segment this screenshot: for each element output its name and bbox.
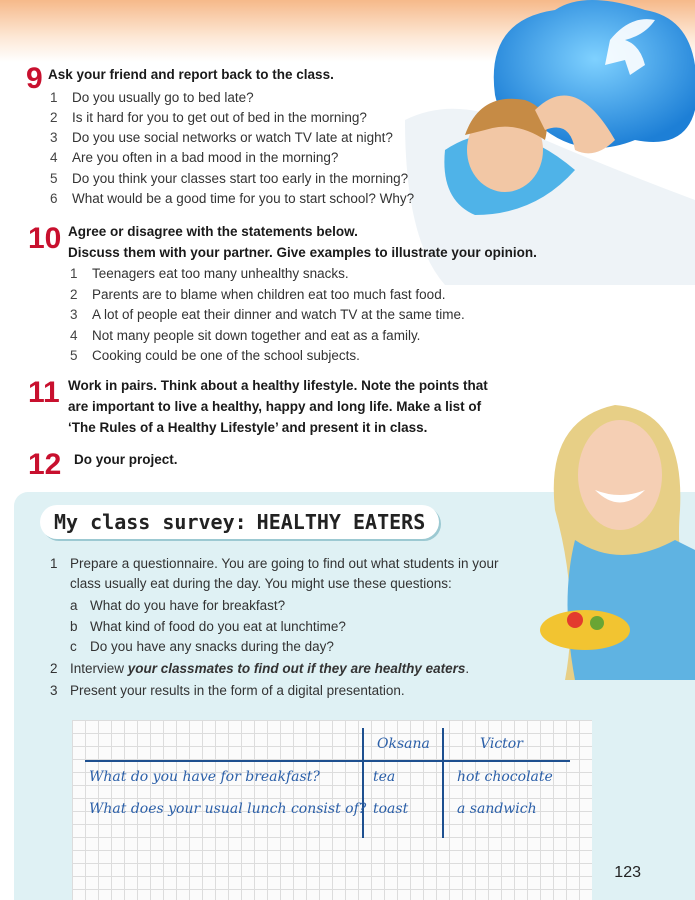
item-text: Do you usually go to bed late?	[72, 90, 254, 105]
item-number: 3	[70, 307, 78, 322]
exercise-title: Ask your friend and report back to the class.	[48, 67, 334, 82]
survey-title-part1: My class survey:	[54, 510, 247, 534]
exercise-number: 11	[28, 376, 60, 409]
sub-item	[70, 639, 334, 654]
title-line: Agree or disagree with the statements below.	[68, 224, 358, 239]
item-number: 1	[50, 90, 58, 105]
sub-item	[70, 619, 346, 634]
exercise-number: 9	[26, 62, 43, 95]
list-item	[70, 266, 349, 281]
list-item	[50, 130, 393, 145]
page-number: 123	[614, 864, 641, 881]
list-item	[70, 307, 465, 322]
table-cell: tea	[373, 769, 396, 785]
item-number: 2	[50, 661, 58, 676]
list-item-continuation: class usually eat during the day. You might use these questions:	[70, 576, 452, 591]
table-cell: hot chocolate	[457, 769, 553, 785]
exercise-title	[68, 375, 488, 438]
sub-item-letter: a	[70, 598, 78, 613]
item-text: A lot of people eat their dinner and watch TV at the same time.	[92, 307, 465, 322]
item-text: Not many people sit down together and eat as a family.	[92, 328, 421, 343]
item-number: 1	[50, 556, 58, 571]
salad-bowl-shape	[540, 610, 630, 650]
item-text-end: .	[465, 661, 470, 676]
list-item	[50, 191, 414, 206]
sub-item-text: Do you have any snacks during the day?	[90, 639, 334, 654]
list-item	[50, 110, 367, 125]
title-line: Discuss them with your partner. Give examples to illustrate your opinion.	[68, 245, 537, 260]
item-text-emphasis: your classmates to find out if they are healthy eaters	[127, 661, 466, 676]
item-text: Are you often in a bad mood in the morning?	[72, 150, 339, 165]
tomato-shape	[567, 612, 583, 628]
item-text: Cooking could be one of the school subjects.	[92, 348, 360, 363]
item-number: 4	[50, 150, 58, 165]
item-number: 3	[50, 683, 58, 698]
list-item	[50, 171, 408, 186]
sub-item-text: What do you have for breakfast?	[90, 598, 286, 613]
item-text: Parents are to blame when children eat too much fast food.	[92, 287, 446, 302]
exercise-number: 10	[28, 222, 62, 255]
exercise-title: Do your project.	[74, 452, 178, 467]
item-number: 2	[50, 110, 58, 125]
item-number: 4	[70, 328, 78, 343]
item-text: Do you think your classes start too early in the morning?	[72, 171, 409, 186]
item-text: Do you use social networks or watch TV late at night?	[72, 130, 393, 145]
sub-item-letter: b	[70, 619, 78, 634]
list-item	[70, 287, 445, 302]
sub-item-letter: c	[70, 639, 77, 654]
survey-title-part2: HEALTHY EATERS	[256, 510, 426, 534]
shirt-shape	[568, 540, 695, 680]
item-text: Is it hard for you to get out of bed in the morning?	[72, 110, 367, 125]
list-item	[50, 150, 338, 165]
table-header: Oksana	[377, 736, 430, 752]
item-text: What would be a good time for you to start school? Why?	[72, 191, 415, 206]
item-text: Prepare a questionnaire. You are going to find out what students in your	[70, 556, 499, 571]
exercise-title	[68, 221, 537, 263]
item-text-plain: Interview	[70, 661, 128, 676]
item-text: Teenagers eat too many unhealthy snacks.	[92, 266, 349, 281]
sub-item-text: What kind of food do you eat at lunchtime?	[90, 619, 346, 634]
table-cell: toast	[373, 801, 409, 817]
table-header: Victor	[480, 736, 523, 752]
item-number: 1	[70, 266, 78, 281]
list-item	[70, 348, 360, 363]
item-number: 2	[70, 287, 78, 302]
survey-title	[40, 505, 439, 539]
exercise-number: 12	[28, 448, 62, 481]
table-column-rule	[442, 728, 444, 838]
title-line: ‘The Rules of a Healthy Lifestyle’ and present it in class.	[68, 420, 428, 435]
list-item	[50, 90, 254, 105]
list-item	[50, 661, 469, 676]
table-header-rule	[85, 760, 570, 762]
face-shape	[578, 420, 662, 530]
table-cell: a sandwich	[457, 801, 537, 817]
girl-with-salad-illustration	[535, 380, 695, 680]
title-line: are important to live a healthy, happy and long life. Make a list of	[68, 399, 482, 414]
item-number: 6	[50, 191, 58, 206]
list-item	[50, 683, 405, 698]
list-item	[50, 556, 499, 571]
table-cell-question: What does your usual lunch consist of?	[89, 801, 367, 817]
table-column-rule	[362, 728, 364, 838]
item-number: 5	[50, 171, 58, 186]
item-text: Present your results in the form of a digital presentation.	[70, 683, 405, 698]
lettuce-shape	[590, 616, 604, 630]
sub-item	[70, 598, 285, 613]
item-number: 3	[50, 130, 58, 145]
item-number: 5	[70, 348, 78, 363]
list-item	[70, 328, 420, 343]
table-cell-question: What do you have for breakfast?	[89, 769, 320, 785]
title-line: Work in pairs. Think about a healthy lifestyle. Note the points that	[68, 378, 488, 393]
